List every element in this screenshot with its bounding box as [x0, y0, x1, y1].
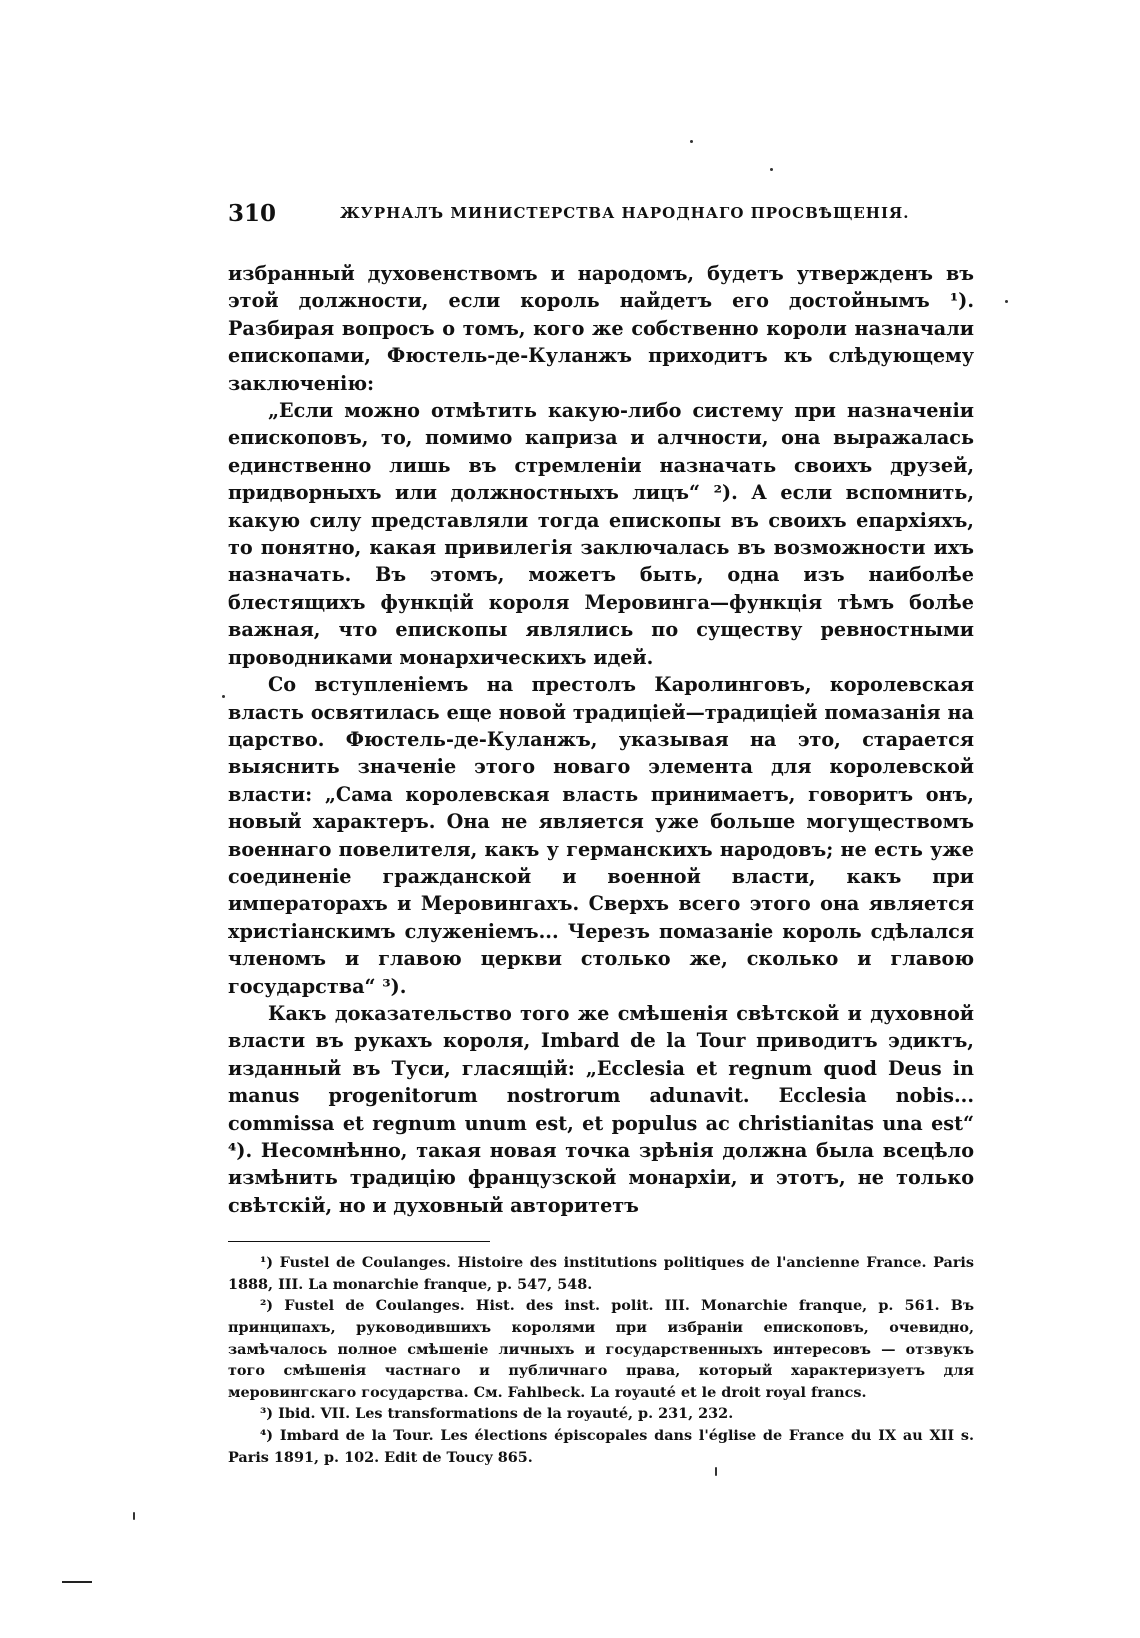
scan-speck [133, 1512, 135, 1520]
footnote: ³) Ibid. VII. Les transformations de la royauté, p. 231, 232. [260, 1405, 734, 1423]
footnote: ⁴) Imbard de la Tour. Les élections épiscopales dans l'église de France du IX au XII s. Paris 1891, p. 102. Edit de Toucy 865. [228, 1426, 974, 1466]
page-number: 310 [228, 200, 277, 227]
scan-speck [770, 168, 773, 171]
footnote: ²) Fustel de Coulanges. Hist. des inst. polit. III. Monarchie franque, p. 561. Въ принципахъ, руководившихъ королями при избраніи епископовъ, очевидно, замѣчалось полное смѣшеніе личныхъ и государственныхъ интересовъ — отзвукъ того смѣшенія частнаго и публичнаго права, который характеризуетъ для меровингскаго государства. См. Fahlbeck. La royauté et le droit royal francs. [228, 1297, 974, 1401]
scan-speck [715, 1467, 717, 1476]
paragraph: „Если можно отмѣтить какую-либо систему при назначеніи епископовъ, то, помимо каприза и алчности, она выражалась единственно лишь въ стремленіи назначать своихъ друзей, придворныхъ или должностныхъ лицъ“ ²). А если вспомнить, какую силу представляли тогда епископы въ своихъ епархіяхъ, то понятно, какая привилегія заключалась въ возможности ихъ назначать. Въ этомъ, можетъ быть, одна изъ наиболѣе блестящихъ функцій короля Меровинга—функція тѣмъ болѣе важная, что епископы являлись по существу ревностными проводниками монархическихъ идей. [228, 399, 974, 669]
footnote-divider [228, 1241, 490, 1242]
book-page [228, 200, 974, 1468]
scan-speck [690, 140, 693, 143]
paragraph: Какъ доказательство того же смѣшенія свѣтской и духовной власти въ рукахъ короля, Imbard de la Tour приводитъ эдиктъ, изданный въ Туси, гласящій: „Ecclesia et regnum quod Deus in manus progenitorum nostrorum adunavit. Ecclesia nobis... commissa et regnum unum est, et populus ac christianitas una est“ ⁴). Несомнѣнно, такая новая точка зрѣнія должна была всецѣло измѣнить традицію французской монархіи, и этотъ, не только свѣтскій, но и духовный авторитетъ [228, 1001, 974, 1217]
paragraph: Со вступленіемъ на престолъ Каролинговъ, королевская власть освятилась еще новой традиціей—традиціей помазанія на царство. Фюстель-де-Куланжъ, указывая на это, старается выяснить значеніе этого новаго элемента для королевской власти: „Сама королевская власть принимаетъ, говоритъ онъ, новый характеръ. Она не является уже больше могуществомъ военнаго повелителя, какъ у германскихъ народовъ; не есть уже соединеніе гражданской и военной власти, какъ при императорахъ и Меровингахъ. Сверхъ всего этого она является христіанскимъ служеніемъ... Черезъ помазаніе король сдѣлался членомъ и главою церкви столько же, сколько и главою государства“ ³). [228, 673, 974, 998]
scan-speck [1005, 300, 1008, 303]
footnotes [228, 1252, 974, 1468]
body-text [228, 260, 974, 1219]
margin-mark [62, 1581, 92, 1583]
footnote: ¹) Fustel de Coulanges. Histoire des institutions politiques de l'ancienne France. Paris 1888, III. La monarchie franque, p. 547, 548. [228, 1254, 974, 1293]
running-title: ЖУРНАЛЪ МИНИСТЕРСТВА НАРОДНАГО ПРОСВѢЩЕНІЯ. [340, 204, 910, 222]
page-header [228, 200, 974, 232]
scan-speck [222, 695, 225, 698]
paragraph: избранный духовенствомъ и народомъ, будетъ утвержденъ въ этой должности, если король найдетъ его достойнымъ ¹). Разбирая вопросъ о томъ, кого же собственно короли назначали епископами, Фюстель-де-Куланжъ приходитъ къ слѣдующему заключенію: [228, 262, 974, 395]
